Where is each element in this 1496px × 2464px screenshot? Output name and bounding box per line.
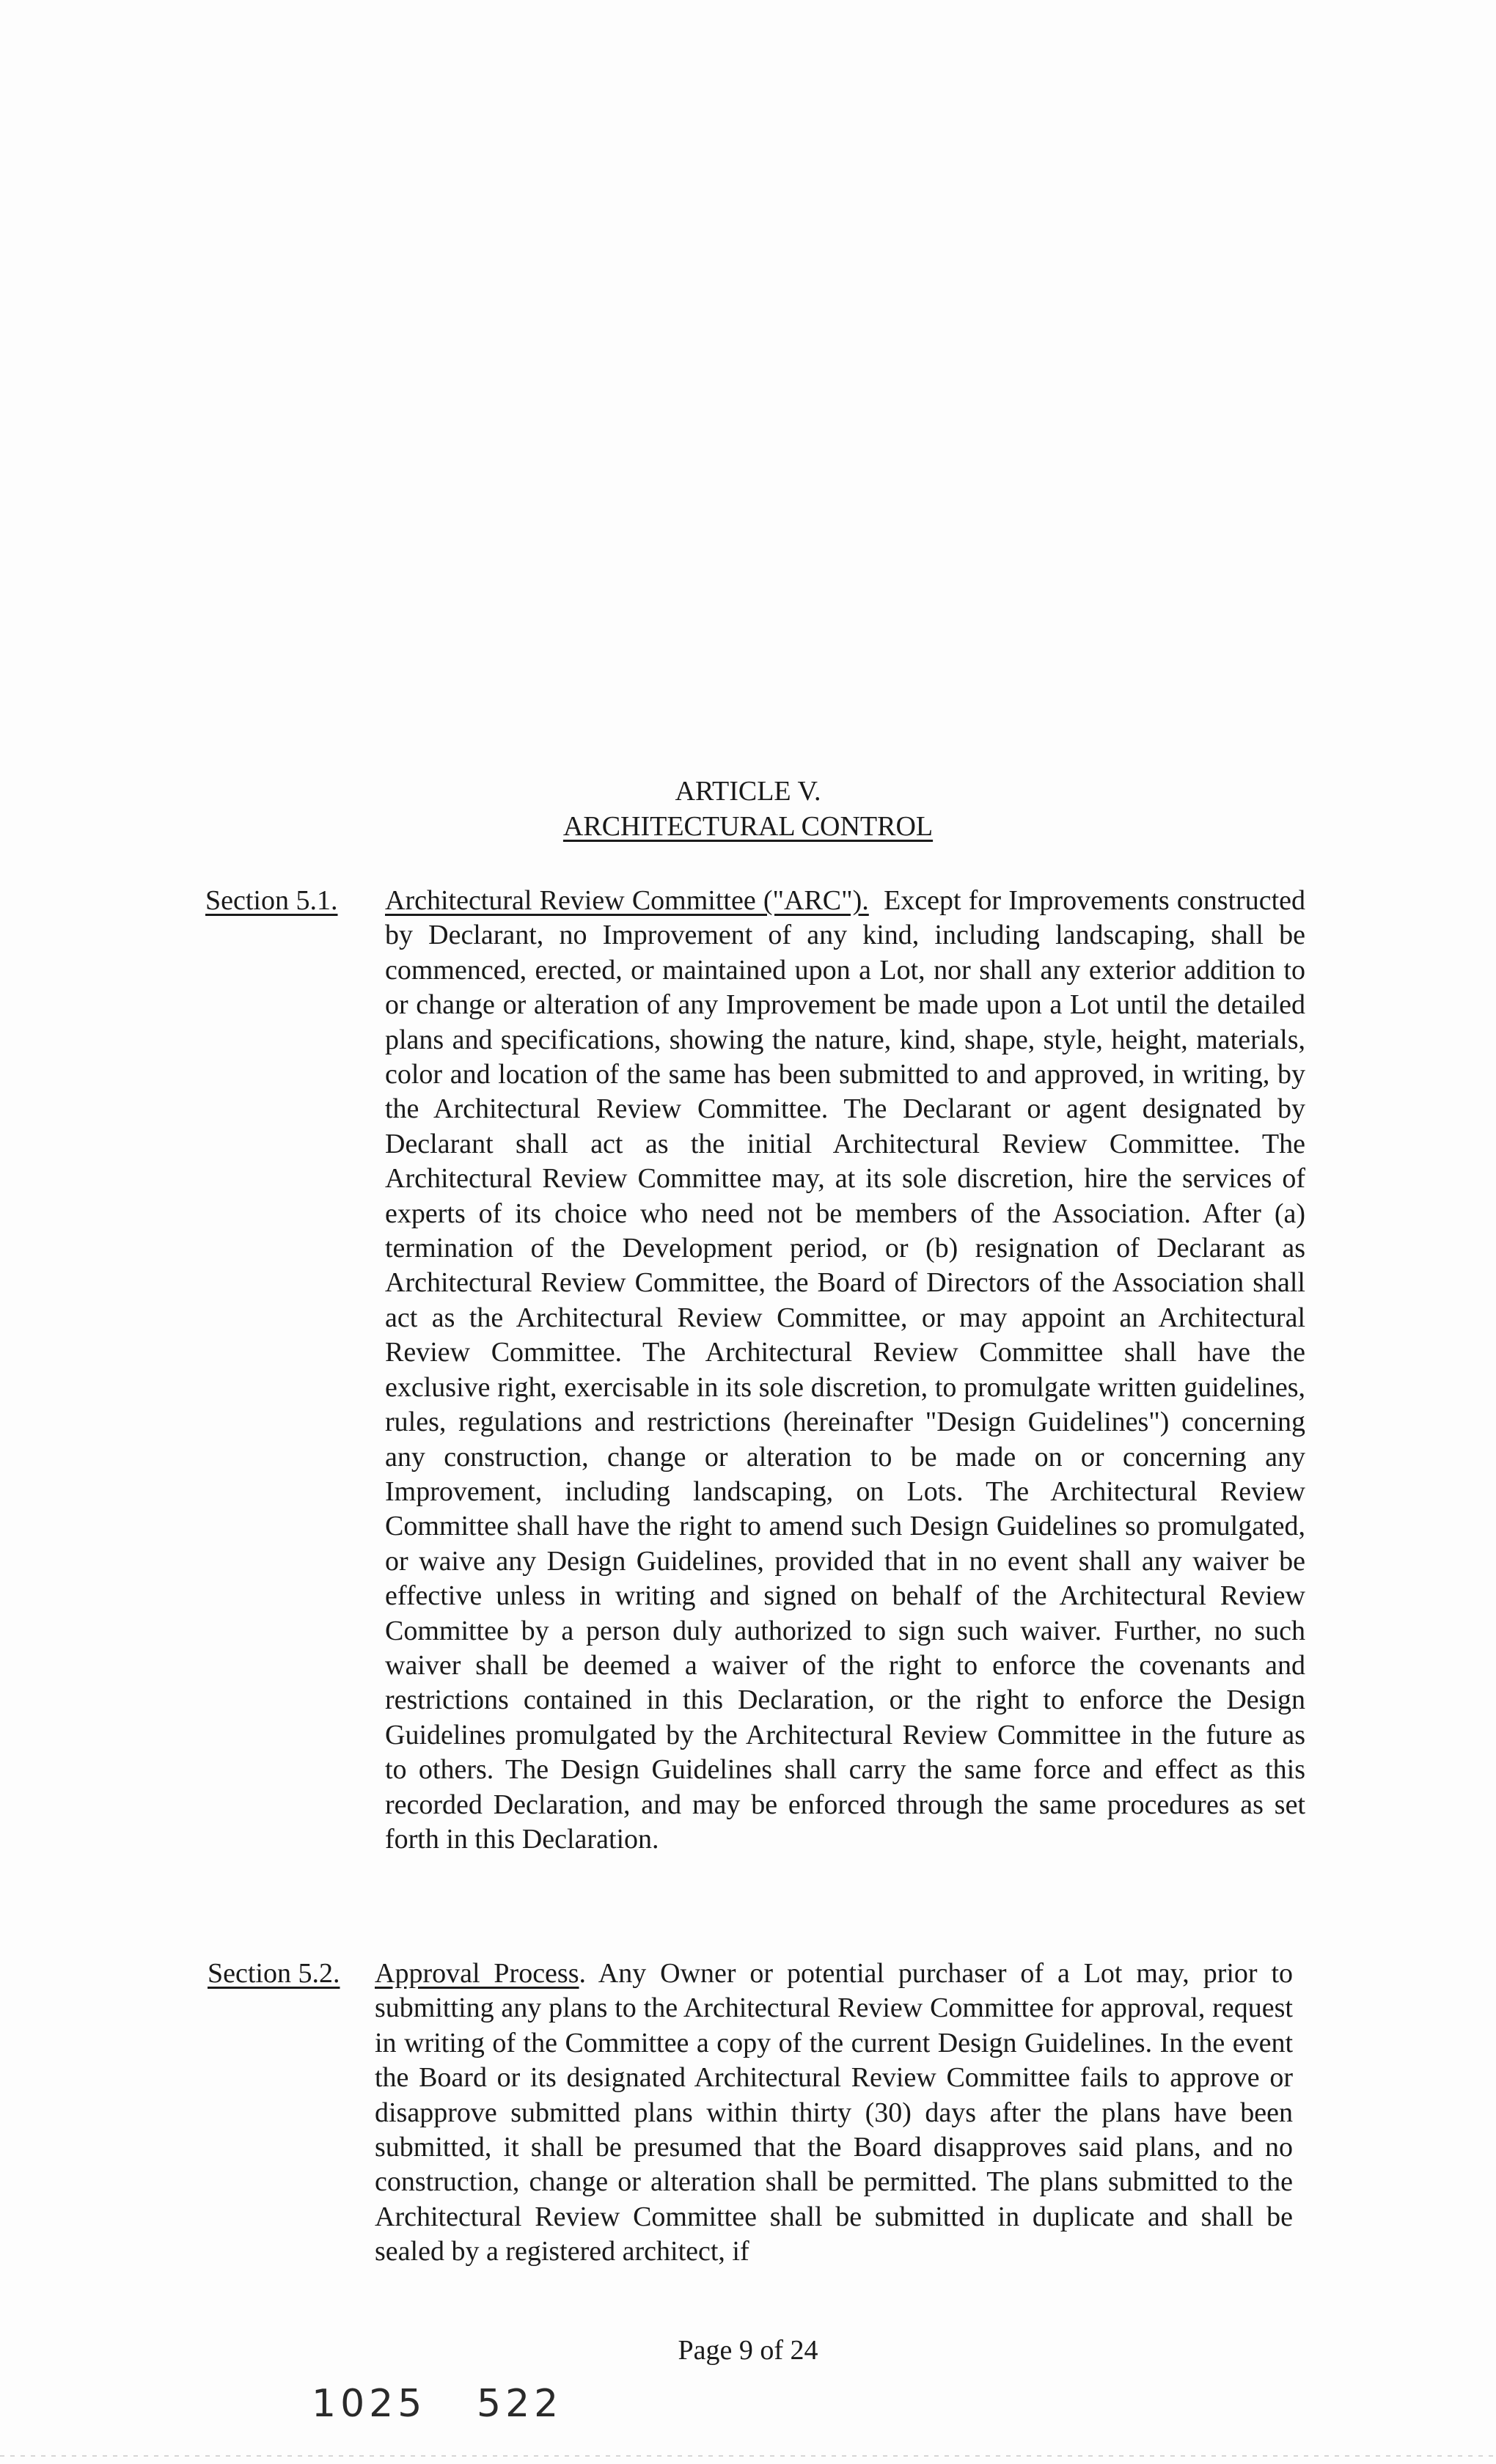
page-number: Page 9 of 24 — [678, 2335, 818, 2366]
section-label: Section 5.1. — [205, 885, 338, 916]
recording-book-number: 1025 — [312, 2382, 427, 2426]
section-title: Architectural Review Committee ("ARC"). — [385, 885, 869, 916]
section-label: Section 5.2. — [208, 1958, 340, 1989]
section-5-1 — [205, 884, 1305, 1925]
article-heading — [0, 774, 1496, 844]
section-title: Approval Process — [375, 1958, 579, 1989]
article-title: ARCHITECTURAL CONTROL — [562, 811, 934, 842]
section-text: . Any Owner or potential purchaser of a Lot may, prior to submitting any plans to the Architectural Review Committee for approval, request in writing of the Committee a copy of the current Design Guidelines. In the event the Board or its designated Architectural Review Committee fails to approve or disapprove submitted plans within thirty (30) days after the plans have been submitted, it shall be presumed that the Board disapproves said plans, and no construction, change or alteration shall be permitted. The plans submitted to the Architectural Review Committee shall be submitted in duplicate and shall be sealed by a registered architect, if — [375, 1958, 1294, 2267]
recording-page-number: 522 — [477, 2382, 563, 2426]
scan-edge-artifact — [0, 2455, 1496, 2457]
section-text: Except for Improvements constructed by Declarant, no Improvement of any kind, including landscaping, shall be commenced, erected, or maintained upon a Lot, nor shall any exterior addition to or change or alteration of any Improvement be made upon a Lot until the detailed plans and specifications, showing the nature, kind, shape, style, height, materials, color and location of the same has been submitted to and approved, in writing, by the Architectural Review Committee. The Declarant or agent designated by Declarant shall act as the initial Architectural Review Committee. The Architectural Review Committee may, at its sole discretion, hire the services of experts of its choice who need not be members of the Association. After (a) termination of the Development period, or (b) resignation of Declarant as Architectural Review Committee, the Board of Directors of the Association shall act as the Architectural Review Committee, or may appoint an Architectural Review Committee. The Architectural Review Committee shall have the exclusive right, exercisable in its sole discretion, to promulgate written guidelines, rules, regulations and restrictions (hereinafter "Design Guidelines") concerning any construction, change or alteration to be made on or concerning any Improvement, including landscaping, on Lots. The Architectural Review Committee shall have the right to amend such Design Guidelines so promulgated, or waive any Design Guidelines, provided that in no event shall any waiver be effective unless in writing and signed on behalf of the Architectural Review Committee by a person duly authorized to sign such waiver. Further, no such waiver shall be deemed a waiver of the right to enforce the covenants and restrictions contained in this Declaration, or the right to enforce the Design Guidelines promulgated by the Architectural Review Committee in the future as to others. The Design Guidelines shall carry the same force and effect as this recorded Declaration, and may be enforced through the same procedures as set forth in this Declaration. — [385, 885, 1306, 1855]
section-5-2 — [208, 1957, 1308, 2265]
article-number: ARTICLE V. — [675, 776, 821, 807]
section-body — [385, 884, 1305, 1857]
section-body — [375, 1957, 1293, 2270]
